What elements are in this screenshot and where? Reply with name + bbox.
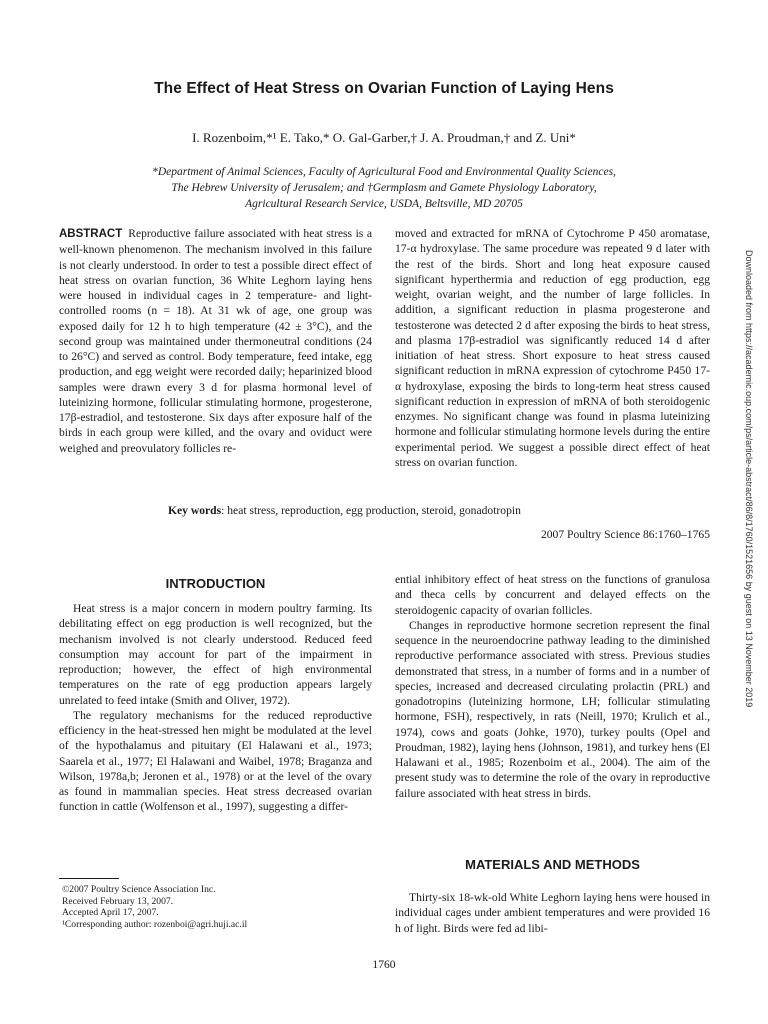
introduction-heading: INTRODUCTION <box>165 576 266 591</box>
methods-column <box>395 890 710 936</box>
affiliation-block <box>0 164 768 212</box>
introduction-left-column <box>59 601 372 815</box>
footnote-divider <box>59 878 119 879</box>
keywords-line <box>168 504 521 517</box>
author-list: I. Rozenboim,*¹ E. Tako,* O. Gal-Garber,† J. A. Proudman,† and Z. Uni* <box>192 130 576 145</box>
abstract-right-column <box>395 226 710 470</box>
intro-paragraph: The regulatory mechanisms for the reduced reproductive efficiency in the heat-stressed hen might be modulated at the level of the hypothalamus and pituitary (El Halawani et al., 1973; Saarela et al., 1977; El Halawani and Waibel, 1978; Braganza and Wilson, 1978a,b; Jeronen et al., 1978) or at the level of the ovary as found in mammalian species. Heat stress decreased ovarian function in cattle (Wolfenson et al., 1997), suggesting a differ- <box>59 708 372 814</box>
footnote-line: ¹Corresponding author: rozenboi@agri.huji.ac.il <box>62 918 248 930</box>
abstract-text-right: moved and extracted for mRNA of Cytochrome P 450 aromatase, 17-α hydroxylase. The same procedure was repeated 9 d later with the rest of the birds. Short and long heat exposure caused significant hyperthermia and reduction of egg production, egg weight, ovarian weight, and the number of large follicles. In addition, a significant reduction in plasma progesterone and testosterone was detected 2 d after exposing the birds to heat stress, and plasma 17β-estradiol was significantly reduced 14 d after initiation of heat stress. Short exposure to heat stress caused significant reduction in mRNA expression of cytochrome P450 17-α hydroxylase, exposing the birds to long-term heat stress caused significant reduction in expression of mRNA of both steroidogenic enzymes. No significant change was found in plasma luteinizing hormone and follicular stimulating hormone levels during the entire experimental period. We suggest a possible direct effect of heat stress on ovarian function. <box>395 227 710 469</box>
abstract-text-left: Reproductive failure associated with heat stress is a well-known phenomenon. The mechanism involved in this failure is not clearly understood. In order to test a possible direct effect of heat stress on ovarian function, 36 White Leghorn laying hens were housed in individual cages in 2 temperature- and light-controlled rooms (n = 18). At 31 wk of age, one group was exposed daily for 12 h to high temperature (42 ± 3°C), and the second group was maintained under thermoneutral conditions (24 to 26°C) and served as control. Body temperature, feed intake, egg production, and egg weight were recorded daily; heparinized blood samples were drawn every 3 d for plasma hormonal level of luteinizing hormone, follicular stimulating hormone, progesterone, 17β-estradiol, and testosterone. Six days after exposure half of the birds in each group were killed, and the ovary and oviduct were weighed and preovulatory follicles re- <box>59 227 372 455</box>
footnote-line: Accepted April 17, 2007. <box>62 907 159 918</box>
abstract-label: ABSTRACT <box>59 228 123 240</box>
keywords-label: Key words <box>168 504 222 517</box>
abstract-left-column <box>59 226 372 456</box>
intro-paragraph: ential inhibitory effect of heat stress on the functions of granulosa and theca cells by concurrent and delayed effects on the steroidogenic capacity of ovarian follicles. <box>395 573 710 617</box>
download-notice-sidebar <box>740 250 758 850</box>
footnotes <box>62 884 362 930</box>
intro-paragraph: Changes in reproductive hormone secretion represent the final sequence in the neuroendocrine pathway leading to the diminished reproductive performance associated with stress. Previous studies demonstrated that stress, in a number of forms and in a number of species, increased and decreased circulating prolactin (PRL) and gonadotropins (luteinizing hormone, LH; follicular stimulating hormone, FSH), respectively, in rats (Neill, 1970; Krulich et al., 1974), cows and goats (Johke, 1970), turkey poults (Opel and Proudman, 1982), laying hens (Johnson, 1981), and turkey hens (El Halawani et al., 1985; Rozenboim et al., 2004). The aim of the present study was to determine the role of the ovary in reproductive failure associated with heat stress in birds. <box>395 618 710 800</box>
page-number: 1760 <box>372 958 396 971</box>
paper-title: The Effect of Heat Stress on Ovarian Function of Laying Hens <box>154 80 614 97</box>
journal-citation: 2007 Poultry Science 86:1760–1765 <box>540 528 710 541</box>
methods-paragraph: Thirty-six 18-wk-old White Leghorn laying hens were housed in individual cages under ambient temperatures and were provided 16 h of light. Birds were fed ad libi- <box>395 891 710 935</box>
methods-heading: MATERIALS AND METHODS <box>465 857 640 872</box>
download-notice: Downloaded from https://academic.oup.com/ps/article-abstract/86/8/1760/1521656 by guest on 13 November 2019 <box>744 250 754 708</box>
intro-paragraph: Heat stress is a major concern in modern poultry farming. Its debilitating effect on egg production is well recognized, but the mechanism involved is not clearly understood. Reduced feed consumption may account for part of the impairment in reproduction; however, the effect of high environmental temperatures on the rate of egg production appears largely unrelated to feed intake (Smith and Oliver, 1972). <box>59 602 372 707</box>
affiliation-line: The Hebrew University of Jerusalem; and †Germplasm and Gamete Physiology Laboratory, <box>171 182 597 194</box>
introduction-right-column <box>395 572 710 801</box>
footnote-line: ©2007 Poultry Science Association Inc. <box>62 884 216 895</box>
keywords-text: : heat stress, reproduction, egg production, steroid, gonadotropin <box>221 504 521 517</box>
affiliation-line: *Department of Animal Sciences, Faculty of Agricultural Food and Environmental Quality Sciences, <box>152 166 616 178</box>
affiliation-line: Agricultural Research Service, USDA, Beltsville, MD 20705 <box>245 198 523 210</box>
footnote-line: Received February 13, 2007. <box>62 895 174 907</box>
